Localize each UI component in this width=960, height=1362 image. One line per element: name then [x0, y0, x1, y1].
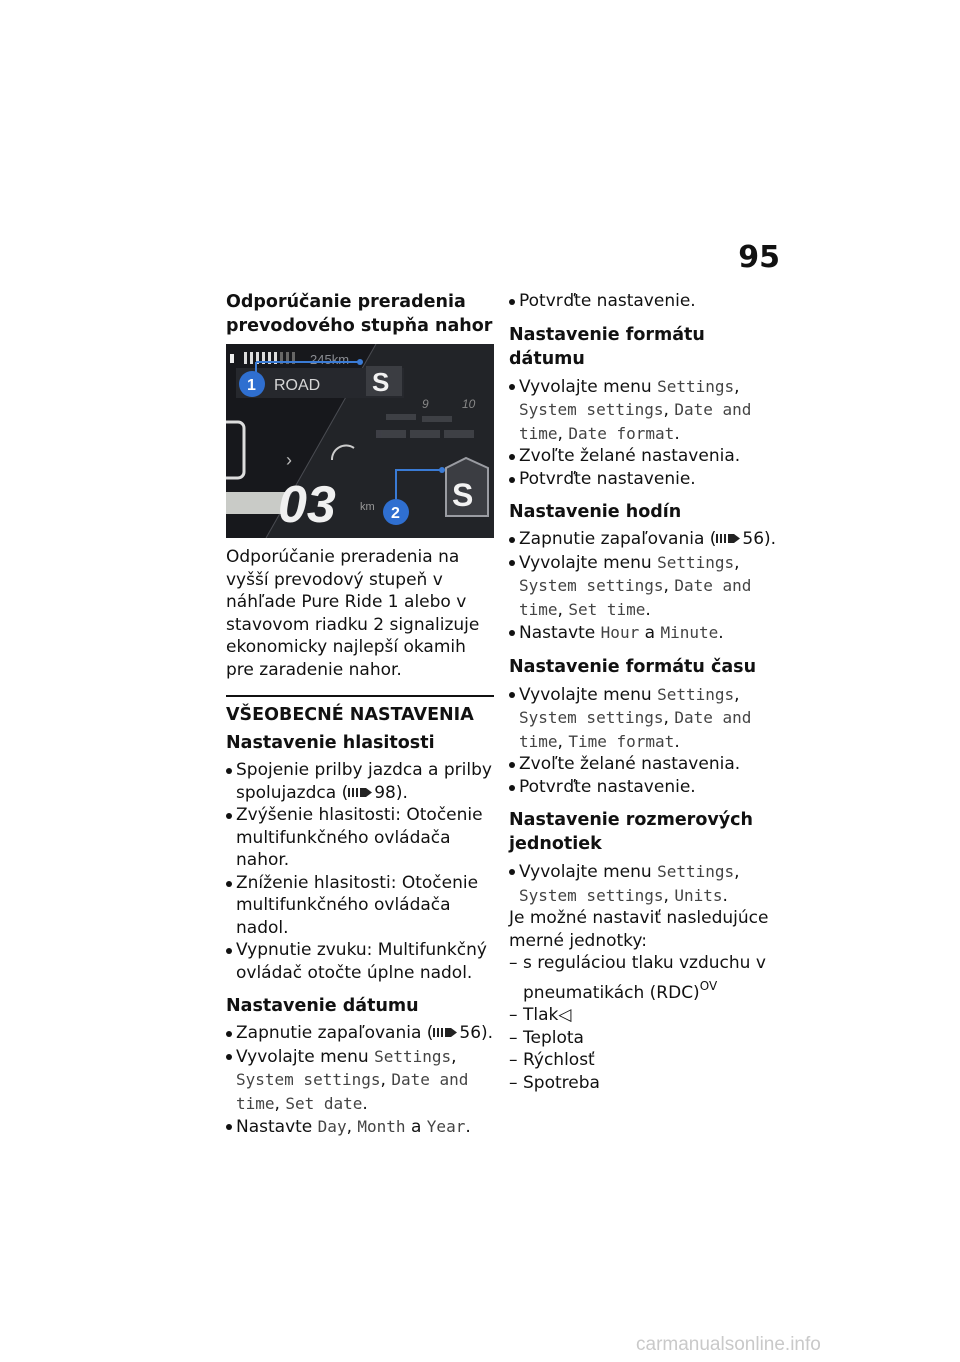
menu-settings: Settings [657, 552, 735, 572]
menu-date-and-time: Date and time [519, 400, 752, 443]
volume-heading: Nastavenie hlasitosti [226, 733, 435, 753]
reference-arrow-icon [433, 1026, 459, 1039]
menu-settings: Settings [657, 376, 735, 396]
callout-1: 1 [247, 377, 256, 394]
section-general-settings: VŠEOBECNÉ NASTAVENIA [226, 695, 494, 727]
list-item: – Rýchlosť [509, 1049, 779, 1072]
menu-year: Year [426, 1117, 466, 1136]
gear-indicator-top: S [372, 367, 390, 397]
speed-unit: km [360, 501, 375, 513]
menu-hour: Hour [600, 623, 640, 642]
menu-settings: Settings [374, 1046, 452, 1066]
menu-system-settings: System settings [519, 885, 664, 905]
item-text: Nastavte [236, 1117, 313, 1137]
list-item: Nastavte Hour a Minute. [509, 621, 779, 645]
menu-system-settings: System settings [519, 576, 664, 595]
time-format-heading: Nastavenie formátu času [509, 656, 757, 677]
menu-set-time: Set time [568, 599, 646, 619]
list-item: Vypnutie zvuku: Multifunkčný ovládač otočte úplne nadol. [226, 939, 494, 984]
item-text: Vyvolajte menu [519, 684, 652, 705]
list-item: Vyvolajte menu Settings, System settings, Date and time, Set date. [226, 1045, 494, 1116]
upshift-heading-line2: prevodového stupňa nahor [226, 316, 493, 336]
menu-minute: Minute [660, 623, 719, 642]
units-heading [509, 808, 779, 856]
upshift-paragraph: Odporúčanie preradenia na vyšší prevodový stupeň v náhľade Pure Ride 1 alebo v stavovom riadku 2 signalizuje ekonomicky najlepší okamih pre zaradenie nahor. [226, 547, 480, 680]
rpm-scale-10: 10 [462, 397, 476, 411]
menu-date-and-time: Date and time [519, 576, 752, 619]
item-ref: 56). [742, 529, 777, 549]
list-item [509, 528, 779, 551]
page-number: 95 [738, 240, 780, 275]
list-item [509, 952, 779, 1004]
menu-time-format: Time format [568, 731, 675, 751]
item-text: Vyvolajte menu [519, 376, 652, 397]
rpm-scale-9: 9 [422, 397, 429, 411]
item-text: Vyvolajte menu [236, 1046, 369, 1067]
speed-readout: 03 [278, 476, 336, 534]
item-text: Zapnutie zapaľovania ( [519, 529, 717, 549]
right-column [509, 290, 779, 1094]
watermark: carmanualsonline.info [636, 1334, 821, 1355]
list-item [226, 1022, 494, 1045]
units-paragraph: Je možné nastaviť nasledujúce merné jednotky: [509, 908, 769, 951]
menu-month: Month [357, 1117, 406, 1136]
list-item: Zvoľte želané nastavenia. [509, 753, 779, 776]
list-item: Potvrďte nastavenie. [509, 290, 779, 313]
dashboard-illustration [226, 344, 494, 538]
menu-settings: Settings [657, 684, 735, 704]
menu-units: Units [674, 885, 723, 905]
triangle-icon: ◁ [558, 1005, 572, 1025]
item-text: Nastavte [519, 623, 596, 643]
upshift-heading-line1: Odporúčanie preradenia [226, 292, 466, 312]
list-item: – Teplota [509, 1027, 779, 1050]
list-item: Vyvolajte menu Settings, System settings, Date and time, Date format. [509, 375, 779, 446]
date-format-heading: Nastavenie formátu dátumu [509, 324, 705, 369]
date-heading: Nastavenie dátumu [226, 996, 419, 1016]
menu-set-date: Set date [285, 1093, 363, 1113]
list-item [226, 759, 494, 804]
units-heading-line2: jednotiek [509, 834, 602, 854]
conjunction: a [644, 623, 656, 643]
list-item: Vyvolajte menu Settings, System settings, Date and time, Set time. [509, 551, 779, 622]
list-item: Zvýšenie hlasitosti: Otočenie multifunkčného ovládača nahor. [226, 804, 494, 872]
reference-arrow-icon [348, 786, 374, 799]
item-text: Vyvolajte menu [519, 552, 652, 573]
menu-system-settings: System settings [519, 400, 664, 419]
menu-system-settings: System settings [236, 1070, 381, 1089]
reference-arrow-icon [716, 532, 742, 545]
list-item [509, 1004, 779, 1027]
list-item: Nastavte Day, Month a Year. [226, 1115, 494, 1139]
item-text: Zapnutie zapaľovania ( [236, 1023, 434, 1043]
chevron-icon: › [286, 450, 292, 470]
list-item: – Spotreba [509, 1072, 779, 1095]
item-text: s reguláciou tlaku vzduchu v pneumatikách (RDC) [523, 953, 766, 1003]
upshift-heading [226, 290, 494, 338]
item-ref: 56). [459, 1023, 494, 1043]
menu-settings: Settings [657, 862, 735, 881]
units-heading-line1: Nastavenie rozmerových [509, 810, 753, 830]
conjunction: a [410, 1117, 422, 1137]
item-text: Tlak [523, 1005, 559, 1025]
odometer-readout: 245km [310, 352, 350, 367]
clock-heading: Nastavenie hodín [509, 502, 682, 522]
callout-2: 2 [391, 505, 400, 522]
gear-indicator-status: S [452, 477, 474, 513]
menu-date-format: Date format [568, 423, 675, 443]
menu-date-and-time: Date and time [519, 708, 752, 751]
menu-system-settings: System settings [519, 708, 664, 727]
menu-day: Day [317, 1117, 347, 1136]
list-item: Zníženie hlasitosti: Otočenie multifunkčného ovládača nadol. [226, 872, 494, 940]
item-text: Vyvolajte menu [519, 862, 652, 882]
menu-date-and-time: Date and time [236, 1070, 469, 1113]
item-ref: 98). [374, 782, 408, 803]
left-column [226, 290, 494, 1139]
list-item: Vyvolajte menu Settings, System settings, Date and time, Time format. [509, 683, 779, 754]
list-item: Potvrďte nastavenie. [509, 468, 779, 491]
item-text: Spojenie prilby jazdca a prilby spolujazdca ( [236, 760, 492, 803]
option-badge: OV [699, 978, 718, 993]
riding-mode: ROAD [274, 377, 321, 394]
list-item: Zvoľte želané nastavenia. [509, 445, 779, 468]
list-item: Potvrďte nastavenie. [509, 776, 779, 799]
dashboard-figure [226, 344, 494, 538]
list-item: Vyvolajte menu Settings, System settings, Units. [509, 860, 779, 907]
